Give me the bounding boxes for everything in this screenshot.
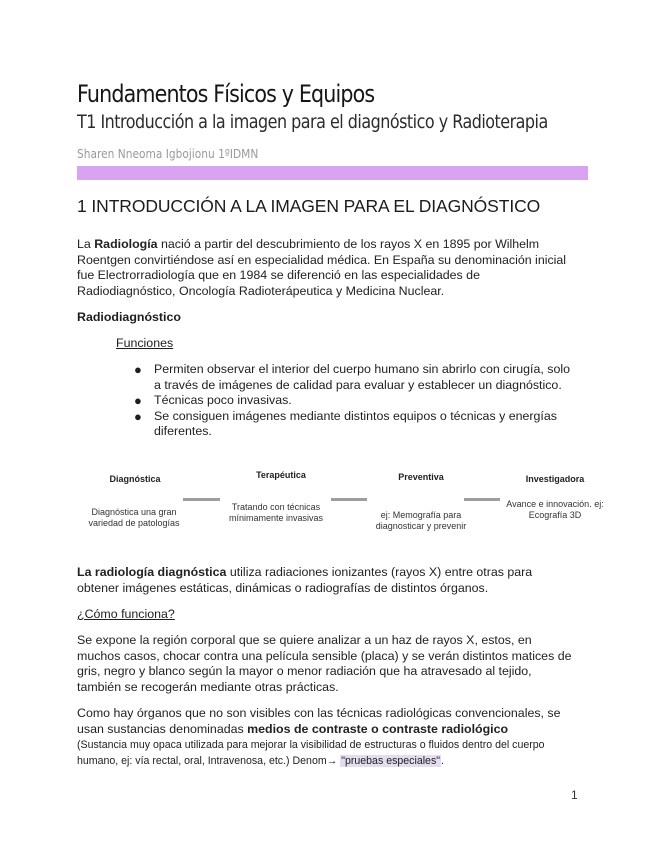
diagram-title-terapeutica: Terapéutica (256, 470, 306, 480)
contraste-definition: (Sustancia muy opaca utilizada para mejorar la visibilidad de estructuras o fluidos dentro del cuerpo humano, ej: vía rectal, oral, Intravenosa, etc.) Denom→ (77, 739, 545, 767)
diagram-text-terapeutica: Tratando con técnicas mínimamente invasivas (228, 502, 324, 523)
list-item: ● Técnicas poco invasivas. (134, 393, 292, 409)
como-funciona-heading: ¿Cómo funciona? (77, 607, 175, 621)
diagram-title-investigadora: Investigadora (525, 474, 585, 484)
diagram-text-diagnostica: Diagnóstica una gran variedad de patologías (88, 507, 180, 528)
diagram-connector (183, 498, 220, 501)
document-subtitle: T1 Introducción a la imagen para el diagnóstico y Radioterapia (77, 111, 548, 133)
list-item: ● Permiten observar el interior del cuerpo humano sin abrirlo con cirugía, solo a través de imágenes de calidad para evaluar y establecer un diagnóstico. (134, 362, 570, 392)
radiologia-term: Radiología (94, 237, 158, 251)
accent-bar (77, 166, 588, 180)
page-number: 1 (571, 788, 578, 802)
diagram-connector (464, 498, 500, 501)
funciones-label: Funciones (116, 336, 174, 350)
radiologia-diagnostica-term: La radiología diagnóstica (77, 565, 227, 579)
bullet-icon: ● (134, 393, 142, 409)
pruebas-especiales-highlight: "pruebas especiales" (341, 754, 441, 767)
como-funciona-paragraph: Se expone la región corporal que se quiere analizar a un haz de rayos X, estos, en muchos casos, chocar contra una película sensible (placa) y se verán distintos matices de gris, negro y blanco según la mayor o menor radiación que ha atravesado al tejido, también se recogerán mediante otras prácticas. (77, 633, 572, 694)
bullet-icon: ● (134, 362, 142, 377)
intro-paragraph: La Radiología nació a partir del descubrimiento de los rayos X en 1895 por Wilhelm Roentgen convirtiéndose así en especialidad médica. En España su denominación inicial fue Electrorradiología que en 1984 se diferenció en las especialidades de Radiodiagnóstico, Oncología Radioterápeutica y Medicina Nuclear. (77, 237, 567, 298)
diagram-text-investigadora: Avance e innovación. ej: Ecografía 3D (506, 499, 604, 520)
document-title: Fundamentos Físicos y Equipos (77, 80, 375, 108)
list-item: ● Se consiguen imágenes mediante distintos equipos o técnicas y energías diferentes. (134, 408, 557, 439)
author-line: Sharen Nneoma Igbojionu 1ºIDMN (77, 146, 259, 161)
radiodiagnostico-heading: Radiodiagnóstico (77, 310, 181, 324)
contraste-term: medios de contraste o contraste radiológico (247, 721, 509, 736)
contraste-paragraph: Como hay órganos que no son visibles con las técnicas radiológicas convencionales, se usan sustancias denominadas medios de contraste o contraste radiológico (Sustancia muy opaca utilizada para mejorar la visibilidad de estructuras o fluidos dentro del cuerpo humano, ej: vía rectal, oral, Intravenosa, etc.) Denom→ "pruebas especiales". (77, 706, 561, 767)
diagram-title-diagnostica: Diagnóstica (109, 474, 161, 484)
funciones-list (134, 362, 574, 440)
bullet-icon: ● (134, 408, 142, 424)
radiologia-diagnostica-paragraph: La radiología diagnóstica utiliza radiaciones ionizantes (rayos X) entre otras para obtener imágenes estáticas, dinámicas o radiografías de distintos órganos. (77, 565, 533, 595)
diagram-title-preventiva: Preventiva (398, 472, 444, 482)
diagram-text-preventiva: ej: Memografía para diagnosticar y prevenir (375, 510, 467, 531)
diagram-connector (331, 498, 367, 501)
section-heading: 1 INTRODUCCIÓN A LA IMAGEN PARA EL DIAGNÓSTICO (77, 196, 541, 216)
